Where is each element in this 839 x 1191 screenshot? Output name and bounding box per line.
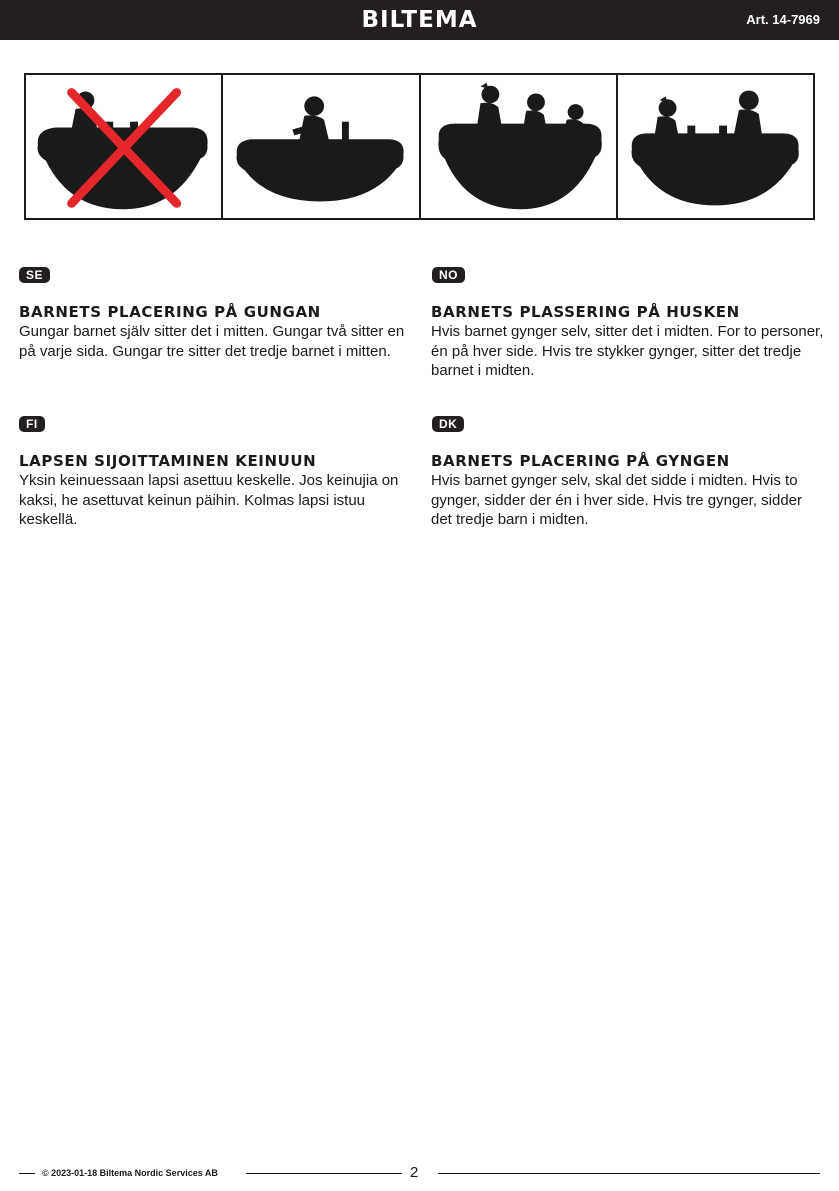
language-badge-se: SE <box>19 267 50 283</box>
page-header <box>0 0 839 40</box>
language-badge-fi: FI <box>19 416 45 432</box>
section-title-se: BARNETS PLACERING PÅ GUNGAN <box>19 303 321 321</box>
section-body-se: Gungar barnet själv sitter det i mitten. Gungar två sitter en på varje sida. Gungar tre sitter det tredje barnet i mitten. <box>19 323 405 360</box>
illustration-two-children <box>618 75 813 218</box>
swing-two-children-image <box>618 75 813 218</box>
section-body-no: Hvis barnet gynger selv, sitter det i midten. For to personer, én på hver side. Hvis tre stykker gynger, sitter det tredje barnet i midten. <box>431 323 824 379</box>
section-title-fi: LAPSEN SIJOITTAMINEN KEINUUN <box>19 452 317 470</box>
swing-three-children-image <box>421 75 616 218</box>
swing-crossed-image <box>26 75 221 218</box>
section-title-no: BARNETS PLASSERING PÅ HUSKEN <box>431 303 740 321</box>
footer-rule-left <box>19 1173 35 1174</box>
page-number: 2 <box>410 1164 419 1181</box>
illustration-one-child <box>223 75 420 218</box>
footer-rule-middle <box>246 1173 402 1174</box>
illustration-incorrect <box>26 75 223 218</box>
illustration-three-children <box>421 75 618 218</box>
section-body-fi: Yksin keinuessaan lapsi asettuu keskelle. Jos keinujia on kaksi, he asettuvat keinun päihin. Kolmas lapsi istuu keskellä. <box>19 472 399 528</box>
language-badge-dk: DK <box>432 416 464 432</box>
section-title-dk: BARNETS PLACERING PÅ GYNGEN <box>431 452 730 470</box>
article-number: Art. 14-7969 <box>746 12 820 27</box>
swing-one-child-image <box>223 75 418 218</box>
illustration-strip <box>24 73 815 220</box>
footer-copyright: © 2023-01-18 Biltema Nordic Services AB <box>42 1168 218 1178</box>
section-body-dk: Hvis barnet gynger selv, skal det sidde i midten. Hvis to gynger, sidder der én i hver side. Hvis tre gynger, sidder det tredje barn i midten. <box>431 472 803 528</box>
footer-rule-right <box>438 1173 820 1174</box>
language-badge-no: NO <box>432 267 465 283</box>
biltema-logo: BILTEMA <box>361 7 478 33</box>
